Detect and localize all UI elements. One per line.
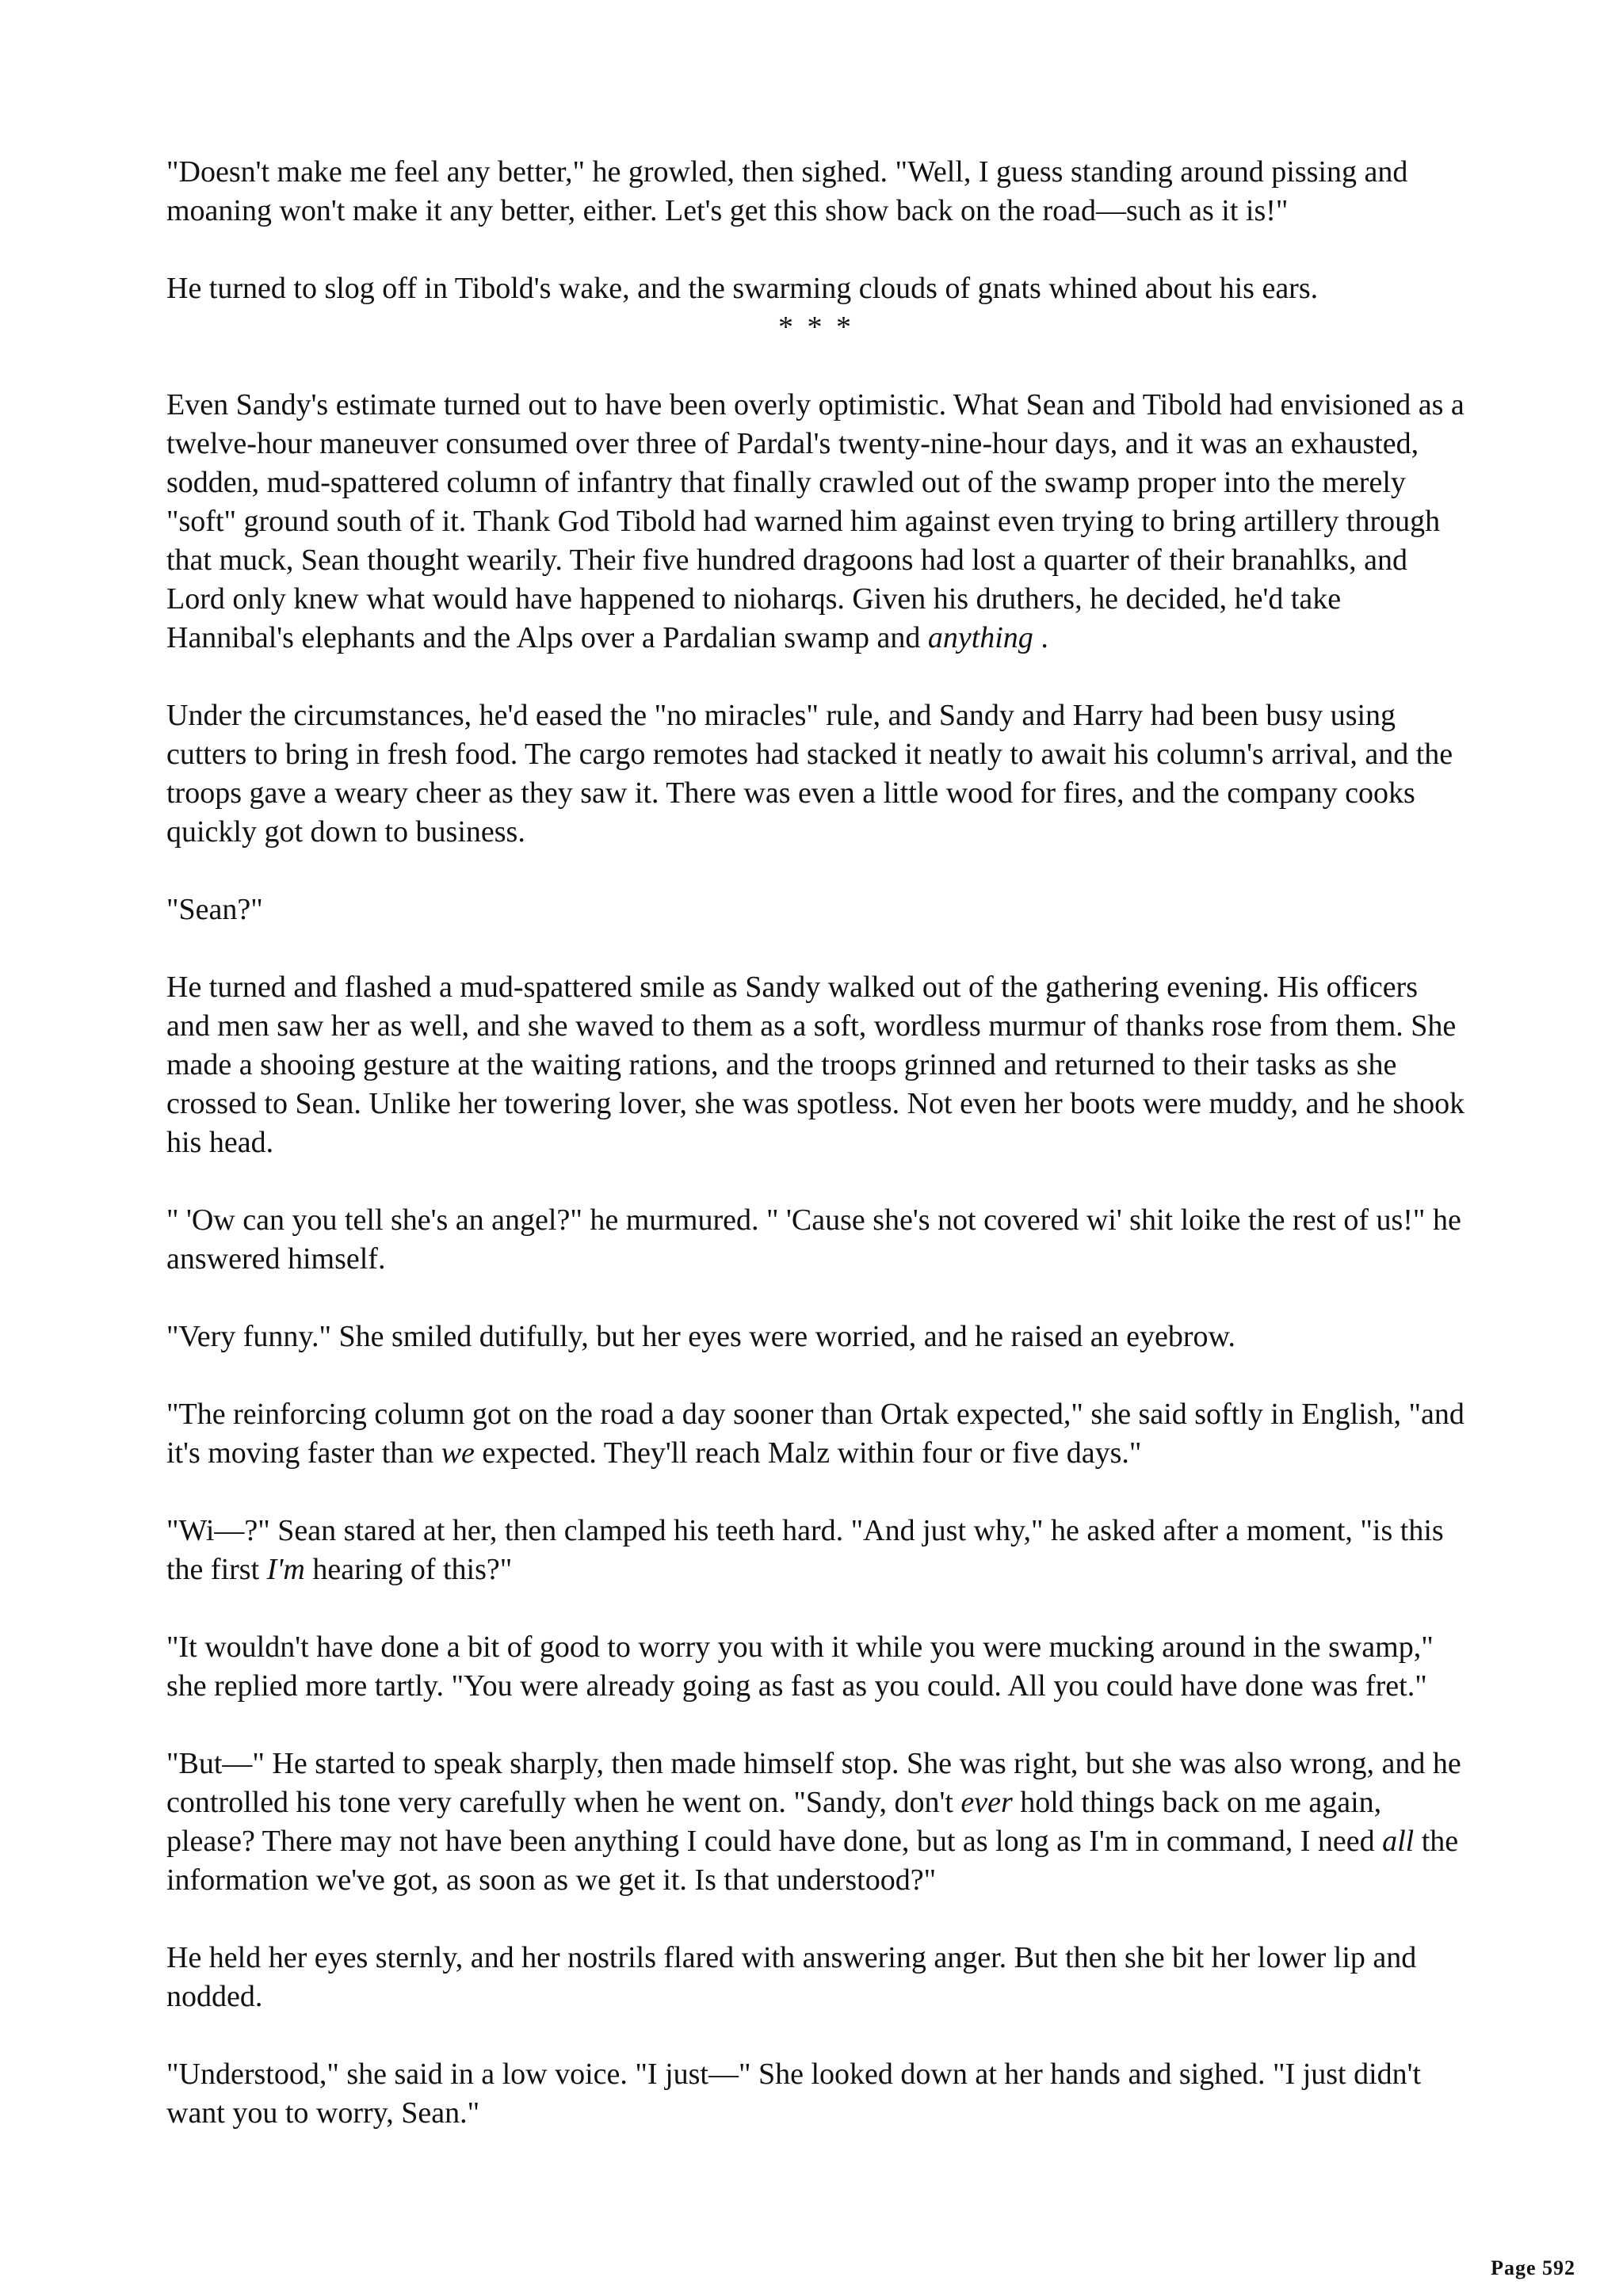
page-number: Page 592 xyxy=(1491,2256,1575,2279)
paragraph-text: hearing of this?" xyxy=(304,1553,513,1586)
paragraph-text: He held her eyes sternly, and her nostrils flared with answering anger. But then she bit her lower lip and nodded. xyxy=(166,1941,1417,2013)
paragraph xyxy=(166,386,1466,658)
paragraph-text: expected. They'll reach Malz within four or five days." xyxy=(474,1436,1142,1470)
paragraph xyxy=(166,1628,1466,1706)
paragraph-text: Even Sandy's estimate turned out to have been overly optimistic. What Sean and Tibold had envisioned as a twelve-hour maneuver consumed over three of Pardal's twenty-nine-hour days, and it was an exhausted, sodden, mud-spattered column of infantry that finally crawled out of the swamp proper into the merely "soft" ground south of it. Thank God Tibold had warned him against even trying to bring artillery through that muck, Sean thought wearily. Their five hundred dragoons had lost a quarter of their branahlks, and Lord only knew what would have happened to nioharqs. Given his druthers, he decided, he'd take Hannibal's elephants and the Alps over a Pardalian swamp and xyxy=(166,388,1465,654)
paragraph-text: He turned and flashed a mud-spattered smile as Sandy walked out of the gathering evening. His officers and men saw her as well, and she waved to them as a soft, wordless murmur of thanks rose from them. She made a shooing gesture at the waiting rations, and the troops grinned and returned to their tasks as she crossed to Sean. Unlike her towering lover, she was spotless. Not even her boots were muddy, and he shook his head. xyxy=(166,971,1465,1159)
paragraph-text: hold things back on me again, please? There may not have been anything I could have done, but as long as I'm in command, I need xyxy=(166,1786,1383,1858)
paragraph xyxy=(166,696,1466,852)
paragraph xyxy=(166,1201,1466,1279)
paragraph-text: "But—" He started to speak sharply, then made himself stop. She was right, but she was also wrong, and he controlled his tone very carefully when he went on. "Sandy, don't xyxy=(166,1747,1461,1819)
paragraph-text: He turned to slog off in Tibold's wake, and the swarming clouds of gnats whined about his ears. xyxy=(166,272,1319,305)
paragraph xyxy=(166,153,1466,231)
emphasis-text: all xyxy=(1382,1825,1415,1858)
paragraph-text: "Doesn't make me feel any better," he growled, then sighed. "Well, I guess standing around pissing and moaning won't make it any better, either. Let's get this show back on the road—such as it is!" xyxy=(166,155,1408,227)
paragraph xyxy=(166,1745,1466,1900)
paragraph-text: "Very funny." She smiled dutifully, but her eyes were worried, and he raised an eyebrow. xyxy=(166,1320,1235,1353)
paragraph xyxy=(166,1395,1466,1473)
emphasis-text: we xyxy=(441,1436,475,1470)
paragraph xyxy=(166,269,1466,308)
paragraph-text: "Wi—?" Sean stared at her, then clamped his teeth hard. "And just why," he asked after a moment, "is this the first xyxy=(166,1514,1444,1586)
paragraph xyxy=(166,2055,1466,2133)
paragraph-text: "Understood," she said in a low voice. "I just—" She looked down at her hands and sighed. "I just didn't want you to worry, Sean." xyxy=(166,2058,1422,2130)
book-page-body xyxy=(166,153,1466,2172)
paragraph-text: "It wouldn't have done a bit of good to worry you with it while you were mucking around in the swamp," she replied more tartly. "You were already going as fast as you could. All you could have done was fret." xyxy=(166,1630,1434,1703)
paragraph xyxy=(166,968,1466,1162)
paragraph xyxy=(166,1318,1466,1356)
emphasis-text: I'm xyxy=(266,1553,305,1586)
paragraph-text: "The reinforcing column got on the road a day sooner than Ortak expected," she said softly in English, "and it's moving faster than xyxy=(166,1398,1465,1470)
paragraph xyxy=(166,1512,1466,1589)
emphasis-text: anything xyxy=(927,621,1033,654)
paragraph xyxy=(166,891,1466,929)
scene-break: * * * xyxy=(778,311,854,344)
paragraph-text: " 'Ow can you tell she's an angel?" he murmured. " 'Cause she's not covered wi' shit loike the rest of us!" he answered himself. xyxy=(166,1203,1461,1276)
paragraph-text: the information we've got, as soon as we get it. Is that understood?" xyxy=(166,1825,1459,1897)
paragraph-text: "Sean?" xyxy=(166,893,263,926)
emphasis-text: ever xyxy=(960,1786,1013,1819)
paragraph xyxy=(166,1939,1466,2016)
paragraph-text: . xyxy=(1033,621,1048,654)
paragraph-text: Under the circumstances, he'd eased the "no miracles" rule, and Sandy and Harry had been busy using cutters to bring in fresh food. The cargo remotes had stacked it neatly to await his column's arrival, and the troops gave a weary cheer as they saw it. There was even a little wood for fires, and the company cooks quickly got down to business. xyxy=(166,699,1453,849)
